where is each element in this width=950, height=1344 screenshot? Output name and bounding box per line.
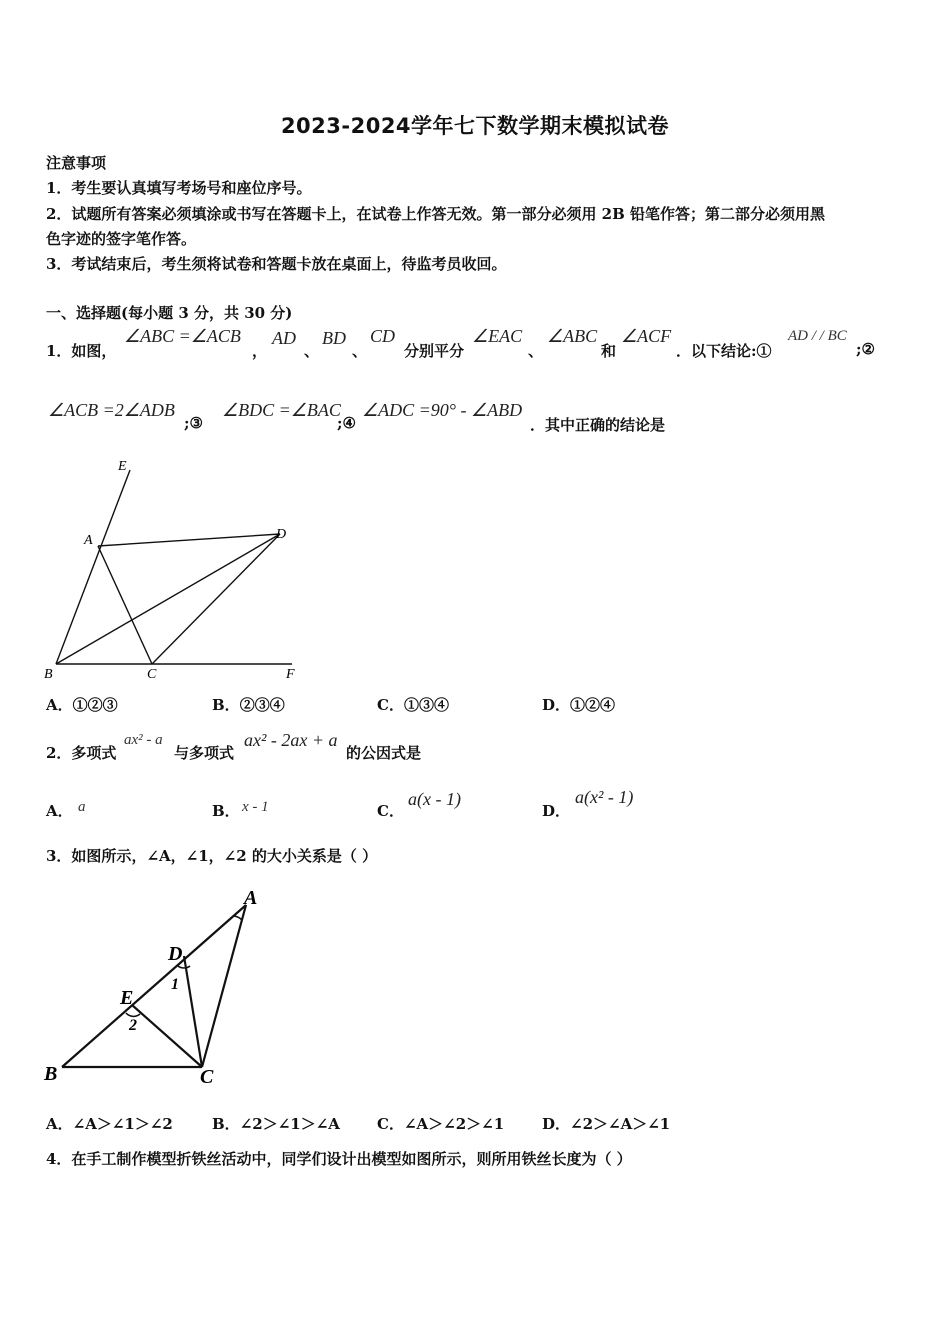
q3-label-d: D	[168, 943, 183, 965]
q4-text: 4．在手工制作模型折铁丝活动中，同学们设计出模型如图所示，则所用铁丝长度为（ ）	[46, 1150, 632, 1168]
notice-item-2-cont: 色字迹的签字笔作答。	[46, 230, 197, 248]
q1-sep2: 、	[352, 342, 368, 360]
q3-option-c[interactable]: C．∠A＞∠2＞∠1	[377, 1115, 505, 1133]
q3-label-e: E	[120, 987, 134, 1009]
q1-prefix: 1．如图，	[46, 342, 117, 360]
q2-math-2: ax² - 2ax + a	[244, 730, 338, 750]
q2-option-a[interactable]: A．	[46, 802, 73, 820]
q1-label-c: C	[147, 667, 157, 682]
q3-option-d[interactable]: D．∠2＞∠A＞∠1	[542, 1115, 671, 1133]
q2-option-d[interactable]: D．	[542, 802, 571, 820]
q3-label-c: C	[200, 1066, 214, 1088]
q1-text-3: ;③	[184, 414, 203, 432]
q2-option-b-text[interactable]: x - 1	[242, 799, 269, 815]
q1-label-f: F	[286, 667, 295, 682]
q2-option-a-text[interactable]: a	[78, 799, 86, 815]
q1-math-bdc-bac: ∠BDC =∠BAC	[222, 400, 341, 420]
q2-prefix: 2．多项式	[46, 744, 117, 762]
q2-option-d-text[interactable]: a(x² - 1)	[575, 787, 634, 807]
q1-text-ask: ．其中正确的结论是	[530, 416, 666, 434]
q1-math-acb-2adb: ∠ACB =2∠ADB	[48, 400, 175, 420]
q1-label-e: E	[118, 459, 127, 474]
q3-label-2: 2	[129, 1017, 137, 1034]
q3-option-a[interactable]: A．∠A＞∠1＞∠2	[46, 1115, 173, 1133]
q3-option-b[interactable]: B．∠2＞∠1＞∠A	[212, 1115, 340, 1133]
q1-math-acf: ∠ACF	[621, 326, 672, 346]
q1-label-d: D	[276, 527, 287, 542]
q1-math-bd: BD	[322, 328, 346, 348]
q1-math-adc: ∠ADC =90° - ∠ABD	[362, 400, 523, 420]
q1-text-4: ;④	[337, 414, 356, 432]
notice-item-3: 3．考试结束后，考生须将试卷和答题卡放在桌面上，待监考员收回。	[46, 255, 507, 273]
q2-text-2: 的公因式是	[346, 744, 422, 762]
q3-figure	[40, 880, 280, 1090]
notice-heading: 注意事项	[46, 154, 107, 172]
q3-line-ba	[62, 905, 246, 1067]
q3-arc-2	[126, 1013, 140, 1016]
q1-sep1: 、	[304, 342, 320, 360]
q1-text-conclusions: ．以下结论:①	[676, 342, 772, 360]
q2-option-b[interactable]: B．	[212, 802, 240, 820]
q2-math-1: ax² - a	[124, 732, 163, 748]
q1-label-a: A	[84, 533, 93, 548]
q1-math-cd: CD	[370, 326, 396, 346]
q1-comma: ，	[252, 342, 268, 360]
notice-item-1: 1．考生要认真填写考场号和座位序号。	[46, 179, 312, 197]
q3-line-dc	[184, 956, 202, 1067]
q1-option-a[interactable]: A．①②③	[46, 696, 118, 714]
page-title: 2023-2024学年七下数学期末模拟试卷	[280, 114, 670, 138]
q2-text-1: 与多项式	[174, 744, 235, 762]
q1-text-2: ;②	[856, 340, 875, 358]
q1-line-be	[56, 470, 130, 664]
q3-label-1: 1	[171, 976, 179, 993]
q1-math-eac: ∠EAC	[472, 326, 523, 346]
q1-figure	[40, 452, 310, 686]
q3-label-a: A	[244, 887, 258, 909]
q3-label-b: B	[44, 1063, 58, 1085]
q1-math-parallel: AD / / BC	[788, 328, 847, 344]
notice-item-2: 2．试题所有答案必须填涂或书写在答题卡上，在试卷上作答无效。第一部分必须用 2B 铅笔作答；第二部分必须用黑	[46, 205, 826, 223]
q3-arc-a	[234, 916, 242, 920]
q1-line-bd	[56, 534, 280, 664]
q3-line-ac	[202, 905, 246, 1067]
q1-math-ad: AD	[272, 328, 296, 348]
q1-math-abc: ∠ABC	[547, 326, 598, 346]
q1-line-ad	[98, 534, 280, 546]
q1-option-b[interactable]: B．②③④	[212, 696, 285, 714]
q1-label-b: B	[44, 667, 53, 682]
q1-text-and: 和	[601, 342, 617, 360]
q1-option-c[interactable]: C．①③④	[377, 696, 449, 714]
q3-text: 3．如图所示，∠A，∠1，∠2 的大小关系是（ ）	[46, 847, 378, 865]
q1-line-cd	[152, 534, 280, 664]
q3-line-ec	[132, 1005, 202, 1067]
q2-option-c[interactable]: C．	[377, 802, 404, 820]
q1-line-ac	[98, 546, 152, 664]
q1-sep3: 、	[528, 342, 544, 360]
q1-math-abc-acb: ∠ABC =∠ACB	[124, 326, 241, 346]
q1-text-bisect: 分别平分	[404, 342, 465, 360]
q3-arc-1	[178, 966, 190, 968]
q1-option-d[interactable]: D．①②④	[542, 696, 616, 714]
q2-option-c-text[interactable]: a(x - 1)	[408, 789, 461, 809]
section-heading: 一、选择题(每小题 3 分，共 30 分)	[46, 304, 293, 322]
